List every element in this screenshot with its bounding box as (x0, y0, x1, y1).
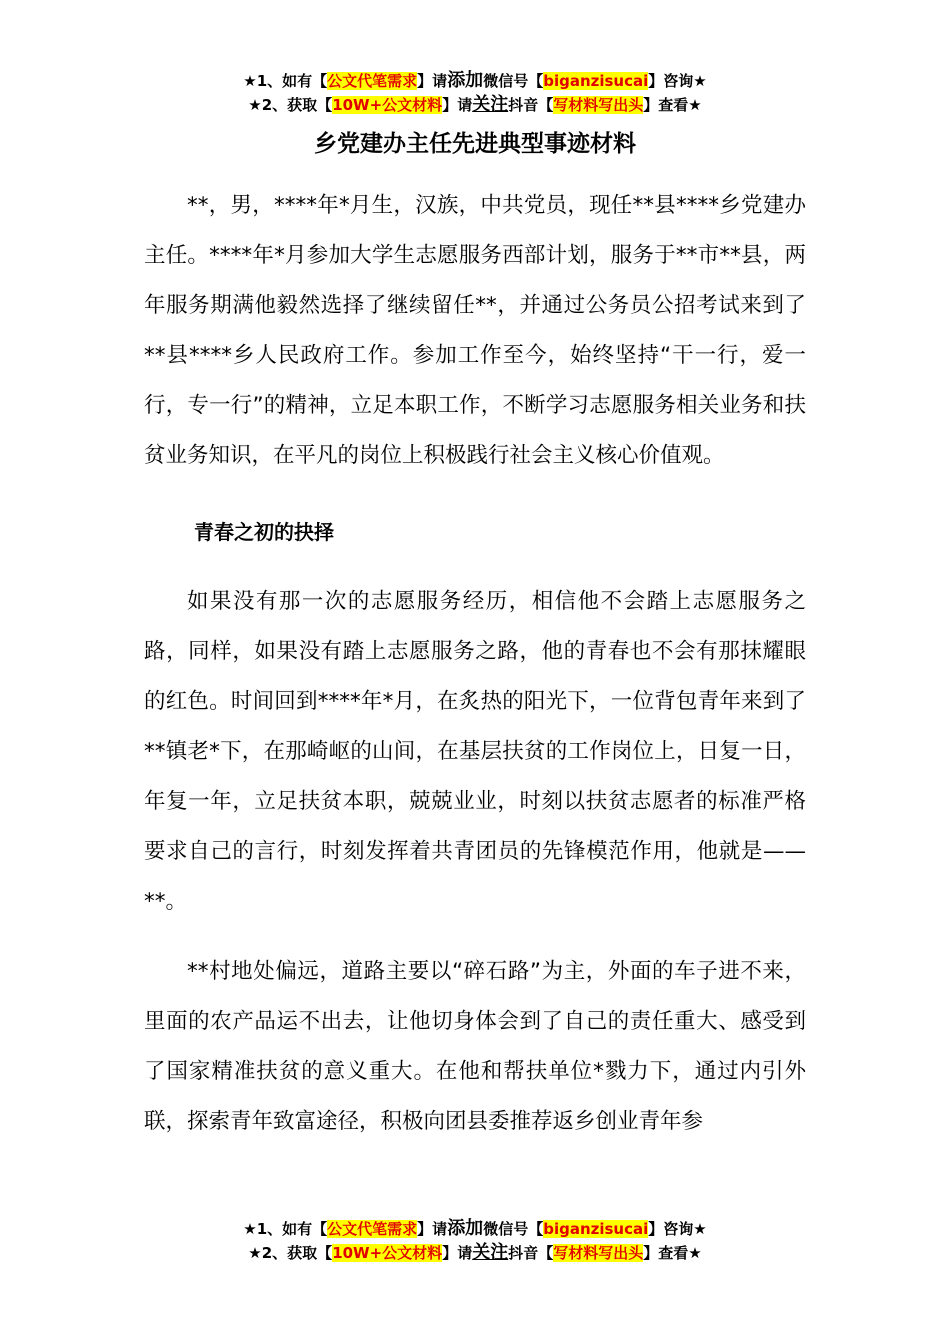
document-body (144, 181, 806, 1147)
promo-line-1-mid2: 微信号【 (483, 72, 544, 90)
promo-materials-highlight: 10W+公文材料 (332, 96, 443, 114)
promo-line-2-mid2: 抖音【 (508, 1244, 554, 1262)
body-paragraph: 如果没有那一次的志愿服务经历，相信他不会踏上志愿服务之路，同样，如果没有踏上志愿服务之路，他的青春也不会有那抹耀眼的红色。时间回到****年*月，在炙热的阳光下，一位背包青年来到了**镇老*下，在那崎岖的山间，在基层扶贫的工作岗位上，日复一日，年复一年，立足扶贫本职，兢兢业业，时刻以扶贫志愿者的标准严格要求自己的言行，时刻发挥着共青团员的先锋模范作用，他就是——**。 (144, 589, 806, 914)
promo-follow-emphasis: 关注 (472, 94, 509, 115)
promo-douyin-id: 写材料写出头 (553, 96, 644, 114)
promo-add-emphasis: 添加 (447, 70, 484, 91)
promo-line-1 (0, 69, 950, 93)
promo-line-1 (0, 1217, 950, 1241)
body-paragraph: **，男，****年*月生，汉族，中共党员，现任**县****乡党建办主任。****年*月参加大学生志愿服务西部计划，服务于**市**县，两年服务期满他毅然选择了继续留任**，并通过公务员公招考试来到了**县****乡人民政府工作。参加工作至今，始终坚持“干一行，爱一行，专一行”的精神，立足本职工作，不断学习志愿服务相关业务和扶贫业务知识，在平凡的岗位上积极践行社会主义核心价值观。 (144, 193, 806, 468)
promo-service-highlight: 公文代笔需求 (327, 1220, 418, 1238)
promo-line-1-suffix: 】咨询★ (648, 72, 707, 90)
promo-douyin-id: 写材料写出头 (553, 1244, 644, 1262)
section-heading: 青春之初的抉择 (194, 520, 334, 544)
promo-line-1-prefix: ★1、如有【 (243, 72, 328, 90)
body-paragraph: **村地处偏远，道路主要以“碎石路”为主，外面的车子进不来，里面的农产品运不出去，让他切身体会到了自己的责任重大、感受到了国家精准扶贫的意义重大。在他和帮扶单位*戮力下，通过内引外联，探索青年致富途径，积极向团县委推荐返乡创业青年参 (144, 959, 806, 1134)
promo-line-2-suffix: 】查看★ (643, 1244, 702, 1262)
promo-line-2 (0, 1241, 950, 1265)
promo-line-2-prefix: ★2、获取【 (248, 1244, 333, 1262)
promo-wechat-id: biganzisucai (543, 72, 649, 90)
promo-line-1-mid1: 】请 (417, 72, 448, 90)
promo-wechat-id: biganzisucai (543, 1220, 649, 1238)
promo-line-1-suffix: 】咨询★ (648, 1220, 707, 1238)
bottom-promo-banner (0, 1217, 950, 1265)
promo-service-highlight: 公文代笔需求 (327, 72, 418, 90)
promo-line-2-prefix: ★2、获取【 (248, 96, 333, 114)
promo-line-1-mid1: 】请 (417, 1220, 448, 1238)
promo-materials-highlight: 10W+公文材料 (332, 1244, 443, 1262)
promo-follow-emphasis: 关注 (472, 1242, 509, 1263)
promo-line-2-mid2: 抖音【 (508, 96, 554, 114)
document-title: 乡党建办主任先进典型事迹材料 (314, 131, 636, 157)
promo-line-2-suffix: 】查看★ (643, 96, 702, 114)
promo-line-1-mid2: 微信号【 (483, 1220, 544, 1238)
promo-line-2 (0, 93, 950, 117)
top-promo-banner (0, 69, 950, 117)
promo-line-2-mid1: 】请 (442, 96, 473, 114)
promo-line-2-mid1: 】请 (442, 1244, 473, 1262)
promo-line-1-prefix: ★1、如有【 (243, 1220, 328, 1238)
promo-add-emphasis: 添加 (447, 1218, 484, 1239)
